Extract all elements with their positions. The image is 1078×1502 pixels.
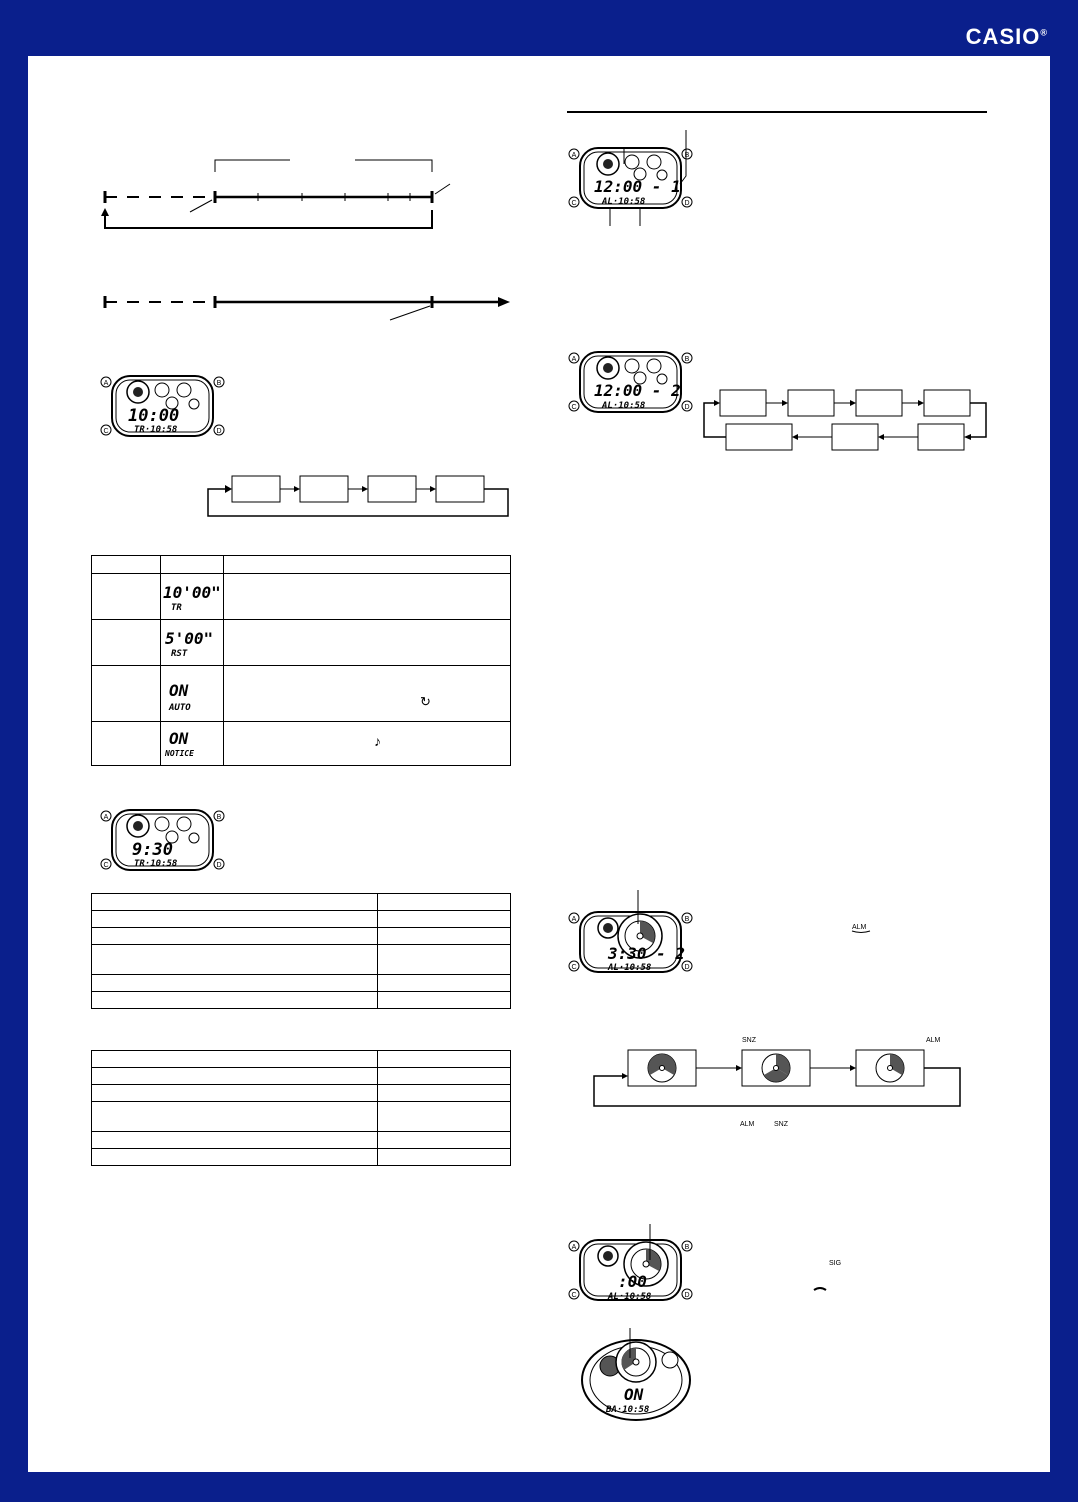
countdown-timeline-diagram: [90, 150, 520, 240]
lcd-main-time: :00: [618, 1272, 647, 1291]
lcd-cell-sub: AUTO: [169, 703, 191, 713]
lcd-cell-main: ON: [169, 729, 189, 748]
sig-arc-icon: [812, 1284, 828, 1294]
lcd-cell-main: 5'00": [165, 629, 214, 648]
button-c-label: C: [571, 404, 577, 411]
button-a-label: A: [103, 814, 109, 821]
lcd-main-time: 3:30 - 2: [608, 944, 686, 963]
lcd-main-time: 10:00: [128, 406, 180, 426]
button-b-label: B: [684, 916, 690, 923]
button-b-label: B: [684, 1244, 690, 1251]
table-row: [92, 574, 511, 620]
watch-illustration-timer-running: [100, 804, 225, 876]
header-bar: [0, 0, 1078, 56]
casio-logo: CASIO®: [965, 24, 1048, 49]
button-b-label: B: [216, 380, 222, 387]
lcd-sub-time: TR·10:58: [134, 425, 178, 435]
button-b-label: B: [216, 814, 222, 821]
button-d-label: D: [684, 964, 690, 971]
lcd-cell-sub: NOTICE: [165, 749, 194, 758]
lcd-sub-time: TR·10:58: [134, 859, 178, 869]
watch-illustration-battery: [576, 1328, 696, 1424]
operation-table-1: [91, 893, 511, 1009]
button-b-label: B: [684, 356, 690, 363]
button-c-label: C: [103, 862, 109, 869]
button-c-label: C: [571, 964, 577, 971]
lcd-main-time: 12:00 - 2: [594, 381, 681, 400]
watch-illustration-alarm1: [568, 128, 703, 228]
setting-sequence-flow: [200, 470, 520, 522]
countup-timeline-diagram: [90, 290, 520, 330]
sig-indicator-icon: [826, 1256, 848, 1270]
button-a-label: A: [571, 356, 577, 363]
operation-table-2: [91, 1050, 511, 1166]
table-row: [92, 722, 511, 766]
lcd-cell-sub: RST: [171, 649, 188, 659]
button-a-label: A: [571, 152, 577, 159]
button-d-label: D: [684, 404, 690, 411]
alarm-indicator-sequence: [590, 1032, 970, 1137]
watch-illustration-hourly-signal: [568, 1224, 703, 1310]
auto-repeat-icon: ↻: [420, 694, 431, 709]
lcd-main-time: ON: [624, 1385, 644, 1404]
lcd-cell-main: 10'00": [163, 583, 221, 602]
lcd-main-time: 12:00 - 1: [594, 177, 681, 196]
alm-indicator-icon: [850, 920, 872, 934]
timer-settings-table: [91, 555, 511, 766]
lcd-cell-main: ON: [169, 681, 189, 700]
table-row: [92, 620, 511, 666]
button-c-label: C: [103, 428, 109, 435]
alm-label: ALM: [926, 1037, 941, 1044]
button-a-label: A: [571, 916, 577, 923]
button-c-label: C: [571, 200, 577, 207]
lcd-sub-time: AL·10:58: [608, 1292, 652, 1302]
svg-text:SIG: SIG: [829, 1260, 842, 1267]
button-d-label: D: [216, 428, 222, 435]
music-note-icon: ♪: [374, 733, 381, 749]
alarm-setting-flow: [696, 384, 996, 456]
alm-label: ALM: [740, 1121, 755, 1128]
lcd-sub-time: AL·10:58: [602, 197, 646, 207]
button-a-label: A: [103, 380, 109, 387]
button-d-label: D: [216, 862, 222, 869]
lcd-sub-time: AL·10:58: [602, 401, 646, 411]
watch-illustration-timer: [100, 370, 225, 442]
button-a-label: A: [571, 1244, 577, 1251]
button-b-label: B: [684, 152, 690, 159]
button-c-label: C: [571, 1292, 577, 1299]
button-d-label: D: [684, 200, 690, 207]
watch-illustration-alarm2: [568, 346, 693, 422]
table-row: [92, 666, 511, 722]
svg-text:ALM: ALM: [852, 924, 867, 931]
section-rule: [567, 111, 987, 113]
watch-illustration-alarm-mode: [568, 890, 703, 982]
lcd-sub-time: BA·10:58: [606, 1405, 650, 1415]
snz-label: SNZ: [742, 1037, 756, 1044]
button-d-label: D: [684, 1292, 690, 1299]
lcd-cell-sub: TR: [171, 603, 182, 613]
snz-label: SNZ: [774, 1121, 788, 1128]
lcd-main-time: 9:30: [132, 840, 173, 860]
lcd-sub-time: AL·10:58: [608, 963, 652, 973]
